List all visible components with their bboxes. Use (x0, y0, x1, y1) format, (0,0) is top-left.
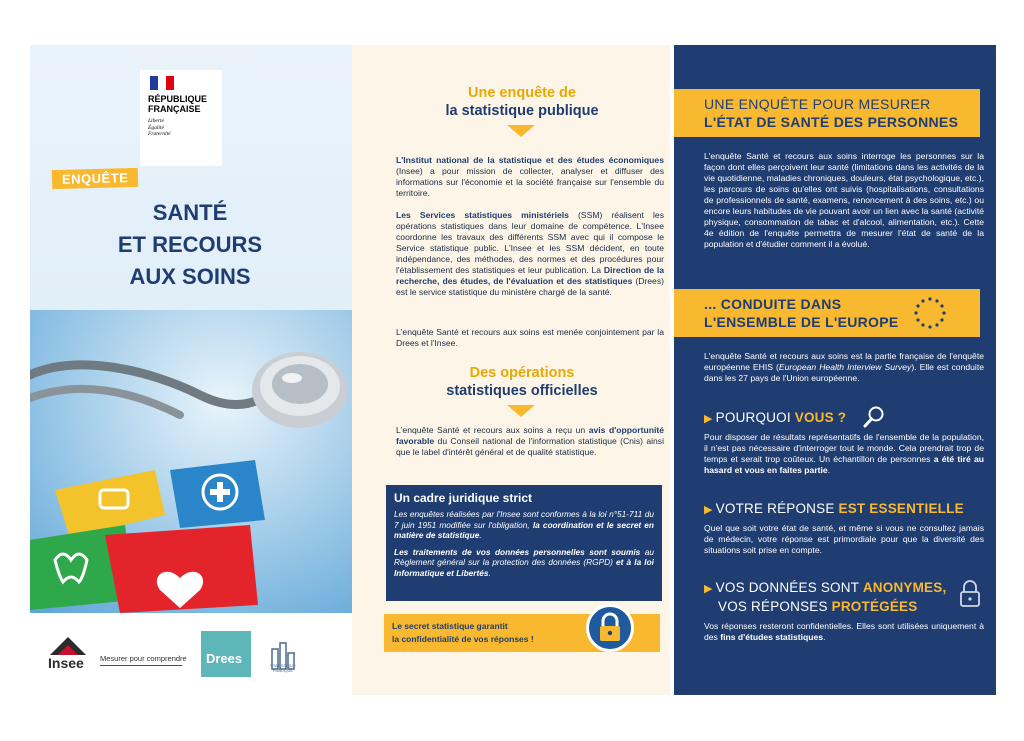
legal-title: Un cadre juridique strict (394, 491, 533, 505)
banner-line2: L'ENSEMBLE DE L'EUROPE (704, 314, 899, 330)
paragraph-reponse: Quel que soit votre état de santé, et même si vous ne consultez jamais de médecin, votre réponse est primordiale pour que la diversité des situations soit prise en compte. (704, 523, 984, 555)
details-panel (674, 45, 996, 695)
republic-motto: Liberté Égalité Fraternité (148, 118, 171, 137)
legal-paragraph-1: Les enquêtes réalisées par l'Insee sont conformes à la loi n°51-711 du 7 juin 1951 modifiée sur l'obligation, la coordination et le secret en matière de statistique. (394, 509, 654, 540)
cover-panel (30, 45, 352, 613)
heading-reponse-essentielle: ▶ VOTRE RÉPONSE EST ESSENTIELLE (704, 501, 964, 516)
paragraph-insee: L'Institut national de la statistique et des études économiques (Insee) a pour mission de collecter, analyser et diffuser des informations sur l'économie et la société française sur l'ensemble du territoire. (396, 155, 664, 198)
cover-title: SANTÉ ET RECOURS AUX SOINS (117, 200, 263, 289)
section-banner-mesurer (674, 89, 980, 137)
heading-pourquoi-vous: ▶ POURQUOI VOUS ? (704, 410, 847, 425)
republic-name: RÉPUBLIQUE FRANÇAISE (148, 94, 208, 114)
arrow-right-icon: ▶ (704, 583, 713, 595)
paragraph-anonymes: Vos réponses resteront confidentielles. Elles sont utilisées uniquement à des fins d'études statistiques. (704, 621, 984, 642)
insee-tagline-underline (100, 665, 182, 666)
eu-stars-icon (912, 295, 948, 331)
legal-framework-box (386, 485, 662, 601)
statistical-secrecy-banner (384, 614, 660, 652)
enquete-tag: ENQUÊTE (52, 168, 139, 189)
paragraph-cnis: L'enquête Santé et recours aux soins a reçu un avis d'opportunité favorable du Conseil national de l'information statistique (Cnis) ainsi que le label d'intérêt général et de qualité statistique. (396, 425, 665, 457)
heading-donnees-anonymes: ▶ VOS DONNÉES SONT ANONYMES, VOS RÉPONSES PROTÉGÉES (704, 580, 947, 614)
insee-tagline: Mesurer pour comprendre (100, 654, 187, 663)
paragraph-pourquoi: Pour disposer de résultats représentatifs de l'ensemble de la population, il n'est pas nécessaire d'interroger tout le monde. Cela prendrait trop de temps et serait trop coûteux. Un échantillon de personnes a été tiré au hasard et vous en faites partie. (704, 432, 984, 475)
heading-operations-line2: statistiques officielles (446, 383, 598, 399)
french-flag-icon (150, 76, 174, 90)
legal-paragraph-2: Les traitements de vos données personnelles sont soumis au Règlement général sur la protection des données (RGPD) et à la loi Informatique et Libertés. (394, 546, 654, 578)
secrecy-text: Le secret statistique garantit la confidentialité de vos réponses ! (392, 621, 534, 644)
banner-line2: L'ÉTAT DE SANTÉ DES PERSONNES (704, 114, 959, 130)
paragraph-europe: L'enquête Santé et recours aux soins est la partie française de l'enquête européenne EHIS (European Health Interview Survey). Elle est conduite dans les 27 pays de l'Union européenne. (704, 351, 984, 383)
padlock-icon (586, 604, 634, 652)
heading-enquete-line2: la statistique publique (445, 103, 599, 119)
banner-line1: UNE ENQUÊTE POUR MESURER (704, 96, 931, 112)
republique-francaise-logo (140, 70, 222, 166)
magnifier-icon (862, 405, 886, 429)
statistique-publique-logo-text: STATISTIQUE PUBLIQUE (270, 663, 296, 673)
heading-pointer-icon (507, 125, 535, 137)
heading-pointer-icon (507, 405, 535, 417)
banner-line1: ... CONDUITE DANS (704, 296, 842, 312)
drees-logo-text: Drees (206, 651, 243, 666)
section-banner-europe (674, 289, 980, 337)
insee-logo-text: Insee (48, 655, 84, 671)
paragraph-ssm: Les Services statistiques ministériels (SSM) réalisent les opérations statistiques dans leur domaine de compétence. L'Insee coordonne les travaux des différents SSM avec qui il compose le Service statistique public. L'Insee et les SSM décident, en toute indépendance, des méthodes, des normes et des procédures pour l'établissement des statistiques et leur publication. La Direction de la recherche, des études, de l'évaluation et des statistiques (Drees) est le service statistique du ministère chargé de la santé. (396, 210, 665, 297)
heading-operations-line1: Des opérations (469, 365, 575, 381)
arrow-right-icon: ▶ (704, 413, 713, 425)
padlock-outline-icon (958, 579, 982, 609)
stethoscope-puzzle-illustration (30, 310, 352, 613)
paragraph-joint: L'enquête Santé et recours aux soins est menée conjointement par la Drees et l'Insee. (396, 327, 664, 348)
partner-logos (30, 625, 350, 685)
info-panel (352, 45, 670, 695)
arrow-right-icon: ▶ (704, 504, 713, 516)
paragraph-etat-sante: L'enquête Santé et recours aux soins interroge les personnes sur la façon dont elles perçoivent leur santé (limitations dans les activités de la vie quotidienne, maladies chroniques, douleurs, état psychologique, etc.), les parcours de soins qu'elles ont suivis (hospitalisations, consultations de professionnels de santé, examens, renoncement à des soins, etc.) ou encore leurs habitudes de vie pouvant avoir un lien avec la santé (activité physique, consommation de tabac et d'alcool, alimentation, etc.). Cette 4e édition de l'enquête permettra de mesurer l'état de santé de la population et d'étudier comment il a évolué. (704, 151, 984, 249)
heading-enquete-line1: Une enquête de (468, 85, 576, 101)
